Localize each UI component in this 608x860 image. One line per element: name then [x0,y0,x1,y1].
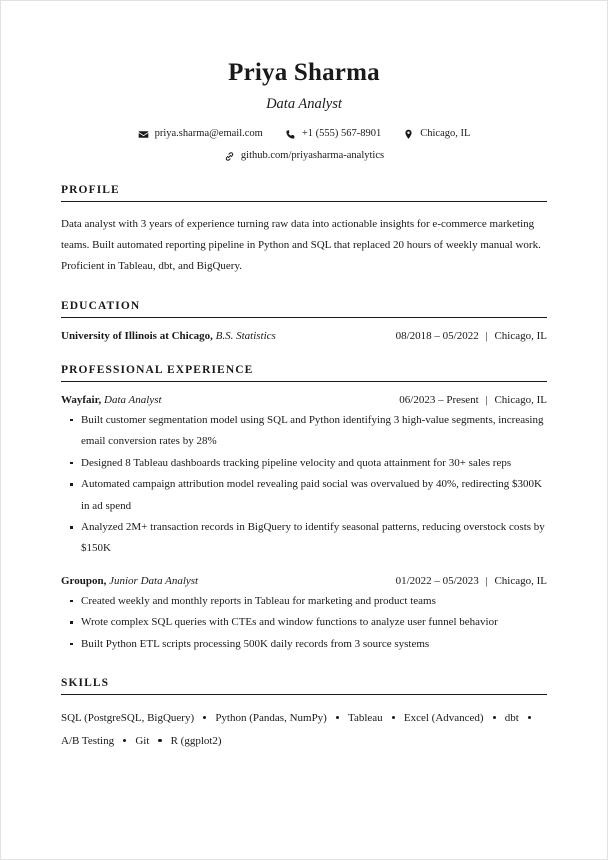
education-school: University of Illinois at Chicago, [61,329,213,342]
education-location: Chicago, IL [494,329,547,342]
contact-location [403,129,470,140]
experience-bullet-list [61,591,547,655]
envelope-icon [138,129,149,140]
contact-row-secondary [61,151,547,162]
skill-separator-dot [528,716,531,719]
experience-entry-header [61,394,547,406]
skill-item: Git [135,734,150,747]
link-icon [224,151,235,162]
education-dates: 08/2018 – 05/2022 [395,329,479,342]
list-item: Wrote complex SQL queries with CTEs and window functions to analyze user funnel behavior [61,612,547,633]
skill-separator-dot [123,739,126,742]
experience-separator: | [485,574,488,587]
list-item: Analyzed 2M+ transaction records in BigQuery to identify seasonal patterns, reducing overstock costs by $150K [61,517,547,560]
map-pin-icon [403,129,414,140]
experience-location: Chicago, IL [494,393,547,406]
resume-header [61,59,547,162]
list-item: Built customer segmentation model using SQL and Python identifying 3 high-value segments, increasing email conversion rates by 28% [61,410,547,453]
section-experience [61,364,547,655]
experience-entry [61,575,547,655]
education-entry [61,330,547,342]
contact-phone[interactable] [285,129,381,140]
experience-entry [61,394,547,560]
contact-phone-text: +1 (555) 567-8901 [301,128,382,140]
experience-dates: 01/2022 – 05/2023 [395,574,479,587]
experience-role: Junior Data Analyst [109,574,199,587]
phone-icon [285,129,296,140]
candidate-name: Priya Sharma [228,59,380,86]
list-item: Built Python ETL scripts processing 500K daily records from 3 source systems [61,634,547,655]
contact-website-text: github.com/priyasharma-analytics [240,150,385,162]
skill-item: A/B Testing [61,734,115,747]
contact-location-text: Chicago, IL [420,128,471,140]
skill-separator-dot [392,716,395,719]
education-separator: | [485,329,488,342]
section-profile [61,184,547,278]
skill-item: Python (Pandas, NumPy) [215,712,327,725]
section-education [61,300,547,342]
experience-company: Wayfair, [61,393,102,406]
profile-text: Data analyst with 3 years of experience turning raw data into actionable insights for e-commerce marketing teams. Built automated reporting pipeline in Python and SQL that replaced 20 hours of weekly manual work. Proficient in Tableau, dbt, and BigQuery. [61,217,541,273]
skill-item: Excel (Advanced) [403,712,484,725]
experience-entry-header [61,575,547,587]
list-item: Created weekly and monthly reports in Tableau for marketing and product teams [61,591,547,612]
contact-row-primary [61,129,547,140]
section-heading-education: EDUCATION [61,300,547,318]
experience-separator: | [485,393,488,406]
skill-separator-dot [203,716,206,719]
contact-email-text: priya.sharma@email.com [154,128,263,140]
skill-item: SQL (PostgreSQL, BigQuery) [61,712,195,725]
contact-email[interactable] [138,129,263,140]
section-skills [61,677,547,752]
experience-dates: 06/2023 – Present [399,393,479,406]
list-item: Designed 8 Tableau dashboards tracking pipeline velocity and quota attainment for 30+ sales reps [61,453,547,474]
skill-item: R (ggplot2) [170,734,222,747]
skill-separator-dot [336,716,339,719]
skill-item: Tableau [348,712,383,725]
skill-item: dbt [504,712,519,725]
experience-location: Chicago, IL [494,574,547,587]
candidate-title: Data Analyst [266,95,342,112]
experience-bullet-list [61,410,547,560]
experience-role: Data Analyst [104,393,162,406]
list-item: Automated campaign attribution model revealing paid social was overvalued by 40%, redirecting $300K in ad spend [61,474,547,517]
education-degree: B.S. Statistics [215,329,276,342]
section-heading-profile: PROFILE [61,184,547,202]
skills-list [61,707,547,752]
skill-separator-dot [158,739,161,742]
section-heading-experience: PROFESSIONAL EXPERIENCE [61,364,547,382]
skill-separator-dot [493,716,496,719]
contact-website[interactable] [224,151,384,162]
experience-company: Groupon, [61,574,107,587]
section-heading-skills: SKILLS [61,677,547,695]
